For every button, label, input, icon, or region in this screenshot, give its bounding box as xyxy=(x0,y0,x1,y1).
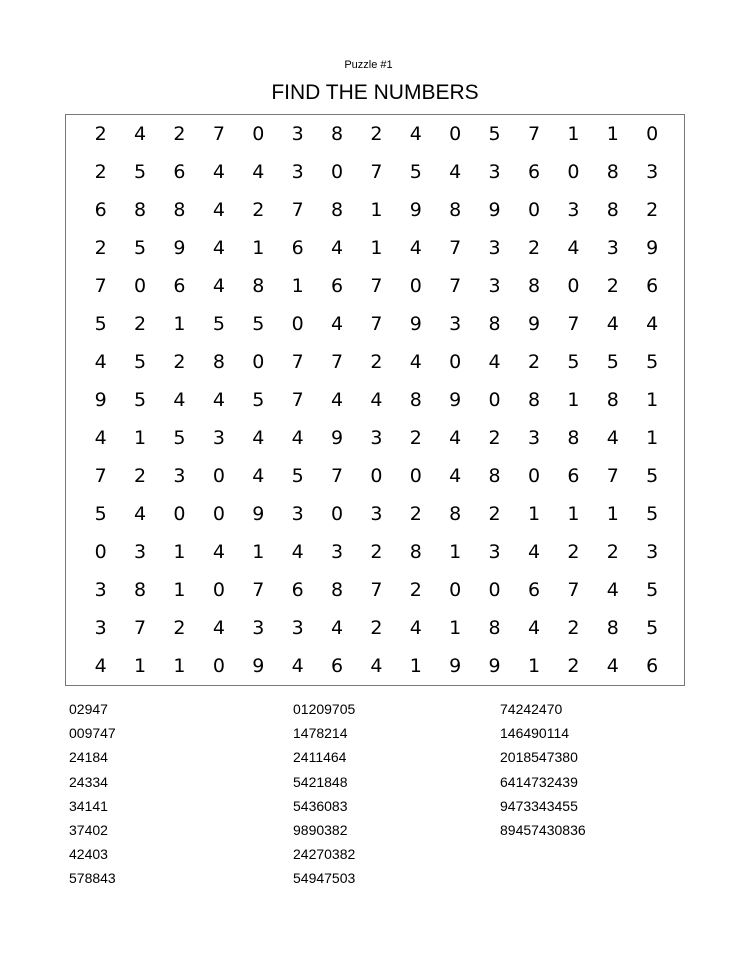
grid-cell: 4 xyxy=(212,540,225,563)
grid-cell: 4 xyxy=(646,312,659,335)
word-list-item: 37402 xyxy=(69,822,108,839)
grid-cell: 2 xyxy=(646,198,659,221)
grid-cell: 7 xyxy=(94,464,107,487)
grid-cell: 3 xyxy=(291,616,304,639)
grid-cell: 2 xyxy=(488,502,501,525)
grid-cell: 9 xyxy=(94,388,107,411)
word-list-item: 42403 xyxy=(69,846,108,863)
grid-cell: 0 xyxy=(291,312,304,335)
grid-cell: 4 xyxy=(330,388,344,411)
grid-cell: 4 xyxy=(173,388,186,411)
word-list-item: 24270382 xyxy=(293,846,356,863)
grid-cell: 6 xyxy=(173,274,186,297)
grid-cell: 0 xyxy=(409,274,422,297)
grid-cell: 5 xyxy=(173,426,186,449)
grid-cell: 3 xyxy=(488,274,501,297)
grid-cell: 0 xyxy=(449,578,462,601)
grid-cell: 9 xyxy=(488,198,501,221)
grid-cell: 4 xyxy=(449,426,462,449)
grid-cell: 8 xyxy=(134,198,147,221)
word-list-item: 74242470 xyxy=(500,701,563,717)
grid-cell: 5 xyxy=(252,388,265,411)
grid-cell: 9 xyxy=(252,654,265,677)
grid-cell: 0 xyxy=(409,464,422,487)
grid-cell: 5 xyxy=(134,388,147,411)
grid-cell: 0 xyxy=(646,122,659,145)
grid-cell: 2 xyxy=(173,350,186,373)
grid-cell: 7 xyxy=(291,388,304,411)
grid-cell: 8 xyxy=(409,540,422,563)
grid-cell: 2 xyxy=(527,350,541,373)
grid-cell: 3 xyxy=(291,160,304,183)
grid-cell: 1 xyxy=(606,502,619,525)
grid-cell: 5 xyxy=(134,236,147,259)
grid-cell: 6 xyxy=(94,198,107,221)
grid-cell: 1 xyxy=(527,654,541,677)
page-title: FIND THE NUMBERS xyxy=(271,81,479,104)
grid-cell: 3 xyxy=(527,426,541,449)
grid-cell: 2 xyxy=(370,350,383,373)
grid-cell: 9 xyxy=(252,502,265,525)
word-list-item: 1478214 xyxy=(293,725,348,742)
grid-cell: 2 xyxy=(409,426,422,449)
grid-cell: 4 xyxy=(409,236,422,259)
grid-cell: 4 xyxy=(606,426,619,449)
grid-cell: 4 xyxy=(252,160,265,183)
grid-cell: 9 xyxy=(409,198,422,221)
grid-cell: 8 xyxy=(330,122,344,145)
grid-cell: 7 xyxy=(330,350,344,373)
grid-cell: 3 xyxy=(567,198,580,221)
grid-cell: 5 xyxy=(94,312,107,335)
grid-cell: 4 xyxy=(291,426,304,449)
word-list-item: 578843 xyxy=(69,870,116,887)
grid-cell: 2 xyxy=(134,464,147,487)
grid-cell: 4 xyxy=(527,540,541,563)
puzzle-grid xyxy=(81,115,672,685)
grid-cell: 7 xyxy=(291,198,304,221)
grid-cell: 0 xyxy=(330,502,344,525)
grid-cell: 7 xyxy=(449,274,462,297)
grid-cell: 4 xyxy=(134,122,147,145)
grid-cell: 2 xyxy=(567,616,580,639)
grid-cell: 3 xyxy=(94,578,107,601)
grid-cell: 4 xyxy=(567,236,580,259)
grid-cell: 1 xyxy=(527,502,541,525)
grid-cell: 4 xyxy=(94,426,107,449)
word-list-column-3 xyxy=(500,697,586,842)
grid-cell: 6 xyxy=(291,578,304,601)
grid-cell: 4 xyxy=(606,312,619,335)
grid-cell: 0 xyxy=(212,578,225,601)
grid-cell: 1 xyxy=(173,578,186,601)
grid-cell: 6 xyxy=(330,654,344,677)
word-list-item: 34141 xyxy=(69,797,108,814)
grid-cell: 5 xyxy=(134,350,147,373)
grid-cell: 9 xyxy=(646,236,659,259)
grid-cell: 5 xyxy=(646,578,659,601)
grid-cell: 8 xyxy=(330,578,344,601)
grid-cell: 3 xyxy=(370,502,383,525)
grid-cell: 5 xyxy=(94,502,107,525)
grid-cell: 7 xyxy=(567,312,580,335)
grid-cell: 7 xyxy=(370,578,383,601)
grid-cell: 8 xyxy=(488,616,501,639)
grid-cell: 3 xyxy=(370,426,383,449)
grid-cell: 7 xyxy=(330,464,344,487)
grid-cell: 1 xyxy=(370,236,383,259)
grid-cell: 1 xyxy=(370,198,383,221)
grid-cell: 3 xyxy=(488,540,501,563)
grid-cell: 7 xyxy=(212,122,225,145)
grid-cell: 5 xyxy=(606,350,619,373)
grid-cell: 4 xyxy=(409,616,422,639)
word-list-item: 009747 xyxy=(69,725,116,742)
grid-cell: 4 xyxy=(94,654,107,677)
word-list-item: 2018547380 xyxy=(500,749,578,766)
grid-cell: 3 xyxy=(488,236,501,259)
grid-cell: 7 xyxy=(252,578,265,601)
grid-cell: 5 xyxy=(291,464,304,487)
grid-cell: 4 xyxy=(212,616,225,639)
grid-cell: 1 xyxy=(567,122,580,145)
grid-cell: 3 xyxy=(134,540,147,563)
grid-cell: 2 xyxy=(606,540,619,563)
word-list-item: 54947503 xyxy=(293,870,356,887)
word-list-column-2 xyxy=(293,697,355,891)
grid-cell: 0 xyxy=(134,274,147,297)
grid-cell: 2 xyxy=(527,236,541,259)
grid-cell: 1 xyxy=(134,654,147,677)
grid-cell: 8 xyxy=(409,388,422,411)
grid-cell: 5 xyxy=(646,616,659,639)
grid-cell: 4 xyxy=(606,654,619,677)
grid-cell: 5 xyxy=(646,350,659,373)
grid-cell: 1 xyxy=(646,388,659,411)
word-list-item: 89457430836 xyxy=(500,822,586,839)
grid-cell: 7 xyxy=(291,350,304,373)
grid-cell: 6 xyxy=(646,654,659,677)
grid-cell: 6 xyxy=(527,160,541,183)
grid-cell: 4 xyxy=(449,464,462,487)
grid-cell: 0 xyxy=(488,388,501,411)
grid-cell: 4 xyxy=(212,198,225,221)
grid-cell: 5 xyxy=(212,312,225,335)
grid-cell: 4 xyxy=(330,616,344,639)
grid-cell: 7 xyxy=(567,578,580,601)
word-list-item: 24334 xyxy=(69,773,108,790)
grid-cell: 4 xyxy=(409,122,422,145)
grid-cell: 2 xyxy=(94,160,107,183)
grid-cell: 4 xyxy=(212,388,225,411)
grid-cell: 3 xyxy=(173,464,186,487)
grid-cell: 2 xyxy=(173,616,186,639)
grid-cell: 1 xyxy=(173,540,186,563)
grid-cell: 2 xyxy=(252,198,265,221)
puzzle-number: Puzzle #1 xyxy=(344,59,393,71)
grid-cell: 0 xyxy=(212,464,225,487)
grid-cell: 8 xyxy=(212,350,225,373)
grid-cell: 8 xyxy=(449,502,462,525)
grid-cell: 0 xyxy=(173,502,186,525)
grid-cell: 0 xyxy=(527,198,541,221)
grid-cell: 3 xyxy=(606,236,619,259)
grid-cell: 9 xyxy=(449,654,462,677)
grid-cell: 0 xyxy=(449,122,462,145)
word-list-column-1 xyxy=(69,697,116,891)
grid-cell: 8 xyxy=(134,578,147,601)
grid-cell: 0 xyxy=(330,160,344,183)
grid-cell: 0 xyxy=(94,540,107,563)
word-list-item: 146490114 xyxy=(500,725,570,742)
grid-cell: 8 xyxy=(527,388,541,411)
word-list-item: 24184 xyxy=(69,749,108,766)
grid-cell: 4 xyxy=(330,312,344,335)
grid-cell: 3 xyxy=(291,502,304,525)
grid-cell: 6 xyxy=(646,274,659,297)
grid-cell: 4 xyxy=(94,350,107,373)
grid-cell: 0 xyxy=(252,122,265,145)
grid-cell: 2 xyxy=(94,236,107,259)
grid-cell: 1 xyxy=(173,312,186,335)
grid-cell: 0 xyxy=(527,464,541,487)
grid-cell: 3 xyxy=(330,540,344,563)
grid-cell: 9 xyxy=(330,426,344,449)
word-list-item: 01209705 xyxy=(293,701,356,717)
grid-cell: 2 xyxy=(173,122,186,145)
grid-cell: 2 xyxy=(409,502,422,525)
grid-cell: 8 xyxy=(449,198,462,221)
grid-cell: 6 xyxy=(527,578,541,601)
grid-cell: 4 xyxy=(212,236,225,259)
grid-cell: 1 xyxy=(567,502,580,525)
grid-cell: 4 xyxy=(370,654,383,677)
grid-cell: 7 xyxy=(527,122,541,145)
grid-cell: 1 xyxy=(449,540,462,563)
grid-cell: 4 xyxy=(409,350,422,373)
grid-cell: 4 xyxy=(291,654,304,677)
grid-cell: 6 xyxy=(173,160,186,183)
grid-cell: 1 xyxy=(252,540,265,563)
grid-cell: 0 xyxy=(449,350,462,373)
grid-cell: 4 xyxy=(134,502,147,525)
word-list-item: 02947 xyxy=(69,701,108,717)
grid-cell: 6 xyxy=(291,236,304,259)
grid-cell: 1 xyxy=(291,274,304,297)
grid-cell: 8 xyxy=(606,198,619,221)
grid-cell: 1 xyxy=(449,616,462,639)
grid-cell: 4 xyxy=(527,616,541,639)
grid-cell: 1 xyxy=(606,122,619,145)
grid-cell: 9 xyxy=(527,312,541,335)
grid-cell: 4 xyxy=(212,274,225,297)
grid-cell: 6 xyxy=(330,274,344,297)
grid-cell: 2 xyxy=(409,578,422,601)
grid-cell: 2 xyxy=(370,540,383,563)
grid-cell: 8 xyxy=(606,388,619,411)
grid-cell: 1 xyxy=(646,426,659,449)
grid-cell: 8 xyxy=(527,274,541,297)
word-list-item: 2411464 xyxy=(293,749,347,766)
grid-cell: 3 xyxy=(646,540,659,563)
grid-cell: 0 xyxy=(252,350,265,373)
grid-cell: 5 xyxy=(488,122,501,145)
grid-cell: 2 xyxy=(606,274,619,297)
grid-cell: 5 xyxy=(252,312,265,335)
grid-cell: 1 xyxy=(409,654,422,677)
word-list-item: 6414732439 xyxy=(500,773,578,790)
grid-cell: 7 xyxy=(370,312,383,335)
grid-cell: 0 xyxy=(567,160,580,183)
grid-cell: 2 xyxy=(488,426,501,449)
word-list-item: 9890382 xyxy=(293,822,348,839)
grid-cell: 8 xyxy=(606,616,619,639)
grid-cell: 6 xyxy=(567,464,580,487)
grid-cell: 3 xyxy=(252,616,265,639)
grid-cell: 5 xyxy=(646,502,659,525)
grid-cell: 2 xyxy=(370,616,383,639)
word-list-item: 5436083 xyxy=(293,797,348,814)
grid-cell: 1 xyxy=(134,426,147,449)
grid-cell: 4 xyxy=(291,540,304,563)
grid-cell: 4 xyxy=(252,464,265,487)
grid-cell: 3 xyxy=(212,426,225,449)
grid-cell: 0 xyxy=(370,464,383,487)
grid-cell: 3 xyxy=(449,312,462,335)
grid-cell: 0 xyxy=(488,578,501,601)
grid-cell: 5 xyxy=(646,464,659,487)
grid-cell: 7 xyxy=(134,616,147,639)
grid-cell: 5 xyxy=(134,160,147,183)
grid-cell: 0 xyxy=(212,654,225,677)
grid-cell: 5 xyxy=(567,350,580,373)
grid-cell: 3 xyxy=(646,160,659,183)
grid-cell: 9 xyxy=(409,312,422,335)
grid-cell: 3 xyxy=(94,616,107,639)
grid-cell: 1 xyxy=(173,654,186,677)
word-list-item: 9473343455 xyxy=(500,797,578,814)
grid-cell: 4 xyxy=(449,160,462,183)
grid-cell: 8 xyxy=(567,426,580,449)
grid-cell: 4 xyxy=(370,388,383,411)
grid-cell: 8 xyxy=(488,312,501,335)
grid-cell: 4 xyxy=(212,160,225,183)
grid-cell: 2 xyxy=(370,122,383,145)
word-list-item: 5421848 xyxy=(293,773,348,790)
grid-cell: 8 xyxy=(252,274,265,297)
grid-cell: 2 xyxy=(94,122,107,145)
grid-cell: 7 xyxy=(370,160,383,183)
grid-cell: 7 xyxy=(370,274,383,297)
grid-cell: 0 xyxy=(212,502,225,525)
grid-cell: 2 xyxy=(567,540,580,563)
grid-cell: 9 xyxy=(488,654,501,677)
grid-cell: 8 xyxy=(173,198,186,221)
grid-cell: 3 xyxy=(291,122,304,145)
grid-cell: 7 xyxy=(606,464,619,487)
grid-cell: 2 xyxy=(134,312,147,335)
grid-cell: 4 xyxy=(330,236,344,259)
grid-cell: 3 xyxy=(488,160,501,183)
grid-cell: 1 xyxy=(252,236,265,259)
grid-cell: 9 xyxy=(173,236,186,259)
grid-cell: 2 xyxy=(567,654,580,677)
grid-cell: 4 xyxy=(488,350,501,373)
grid-cell: 4 xyxy=(606,578,619,601)
grid-cell: 8 xyxy=(330,198,344,221)
grid-cell: 0 xyxy=(567,274,580,297)
grid-cell: 9 xyxy=(449,388,462,411)
grid-cell: 4 xyxy=(252,426,265,449)
grid-cell: 7 xyxy=(449,236,462,259)
grid-cell: 1 xyxy=(567,388,580,411)
grid-cell: 8 xyxy=(488,464,501,487)
grid-cell: 7 xyxy=(94,274,107,297)
grid-cell: 5 xyxy=(409,160,422,183)
grid-cell: 8 xyxy=(606,160,619,183)
